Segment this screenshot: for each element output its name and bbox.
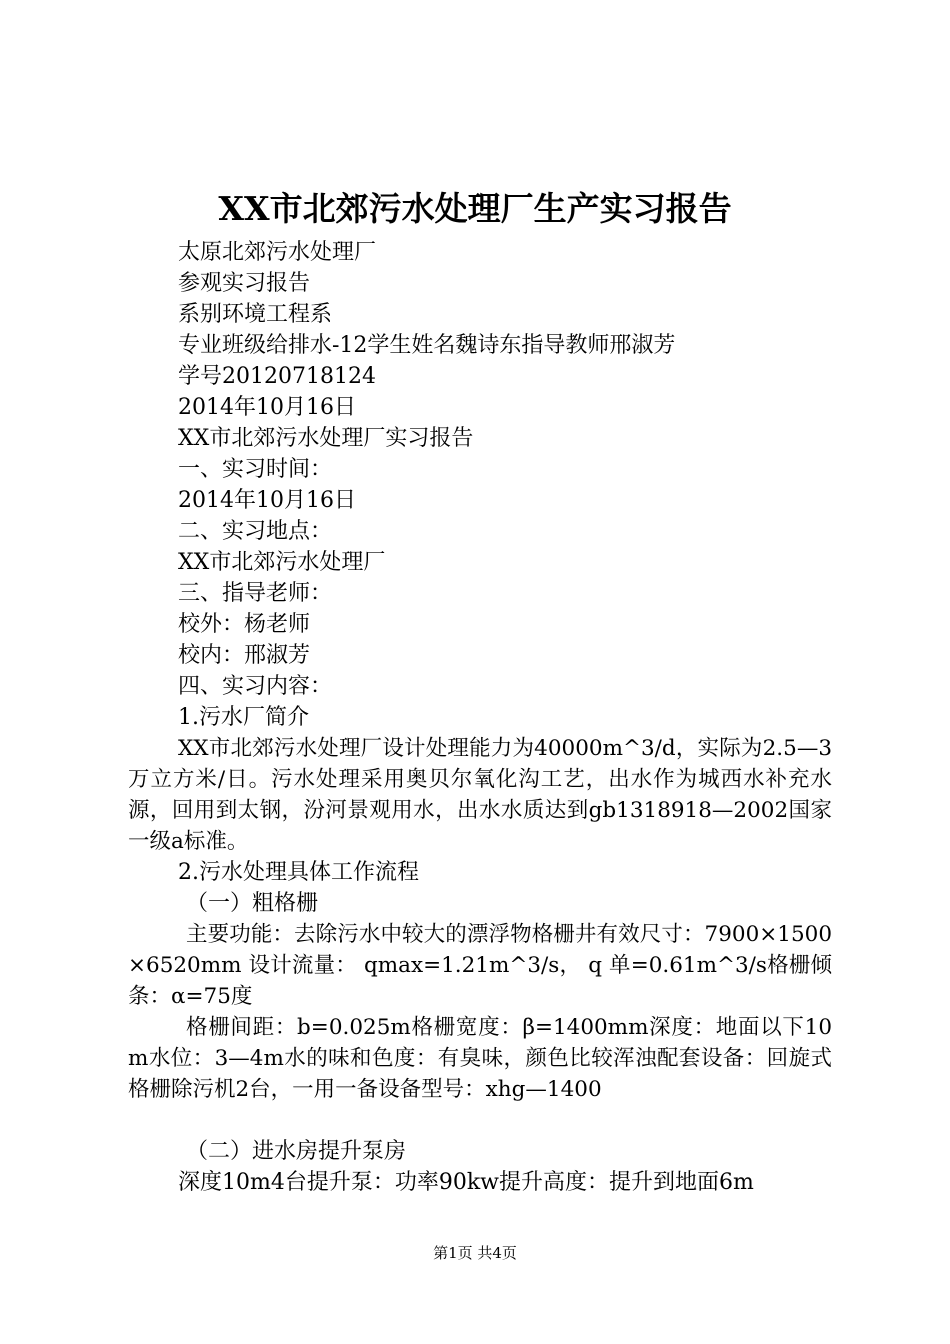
blank-line xyxy=(128,1105,832,1136)
section-teacher-inside: 校内：邢淑芳 xyxy=(178,643,311,668)
cover-plant: 太原北郊污水处理厂 xyxy=(178,240,377,265)
pump-house-para1: 深度10m4台提升泵：功率90kw提升高度：提升到地面6m xyxy=(178,1170,754,1195)
document-body xyxy=(128,237,832,1198)
pump-house-heading: （二）进水房提升泵房 xyxy=(186,1139,407,1164)
section-time-heading: 一、实习时间： xyxy=(178,457,333,482)
section-place-value: XX市北郊污水处理厂 xyxy=(178,550,386,575)
document-title: XX市北郊污水处理厂生产实习报告 xyxy=(218,189,732,228)
cover-department: 系别环境工程系 xyxy=(178,302,333,327)
cover-class-info: 专业班级给排水-12学生姓名魏诗东指导教师邢淑芳 xyxy=(178,333,676,358)
section-content-heading: 四、实习内容： xyxy=(178,674,333,699)
cover-date: 2014年10月16日 xyxy=(178,395,356,420)
section-teacher-outside: 校外：杨老师 xyxy=(178,612,311,637)
coarse-screen-heading: （一）粗格栅 xyxy=(186,891,319,916)
section-teacher-heading: 三、指导老师： xyxy=(178,581,333,606)
page-footer: 第1页 共4页 xyxy=(433,1244,517,1262)
process-heading: 2.污水处理具体工作流程 xyxy=(178,860,419,885)
coarse-screen-para1: 主要功能：去除污水中较大的漂浮物格栅井有效尺寸：7900×1500×6520mm 设计流量： qmax=1.21m^3/s， q 单=0.61m^3/s格栅倾条：α=75度 xyxy=(128,922,832,1009)
coarse-screen-para2: 格栅间距：b=0.025m格栅宽度：β=1400mm深度：地面以下10m水位：3—4m水的味和色度：有臭味，颜色比较浑浊配套设备：回旋式格栅除污机2台，一用一备设备型号：xhg—1400 xyxy=(128,1015,832,1102)
report-heading: XX市北郊污水处理厂实习报告 xyxy=(178,426,474,451)
cover-student-no: 学号20120718124 xyxy=(178,364,376,389)
intro-heading: 1.污水厂简介 xyxy=(178,705,309,730)
section-place-heading: 二、实习地点： xyxy=(178,519,333,544)
intro-paragraph: XX市北郊污水处理厂设计处理能力为40000m^3/d，实际为2.5—3万立方米/日。污水处理采用奥贝尔氧化沟工艺，出水作为城西水补充水源，回用到太钢，汾河景观用水，出水水质达到gb1318918—2002国家一级a标准。 xyxy=(128,736,832,854)
section-time-value: 2014年10月16日 xyxy=(178,488,356,513)
cover-report-type: 参观实习报告 xyxy=(178,271,311,296)
